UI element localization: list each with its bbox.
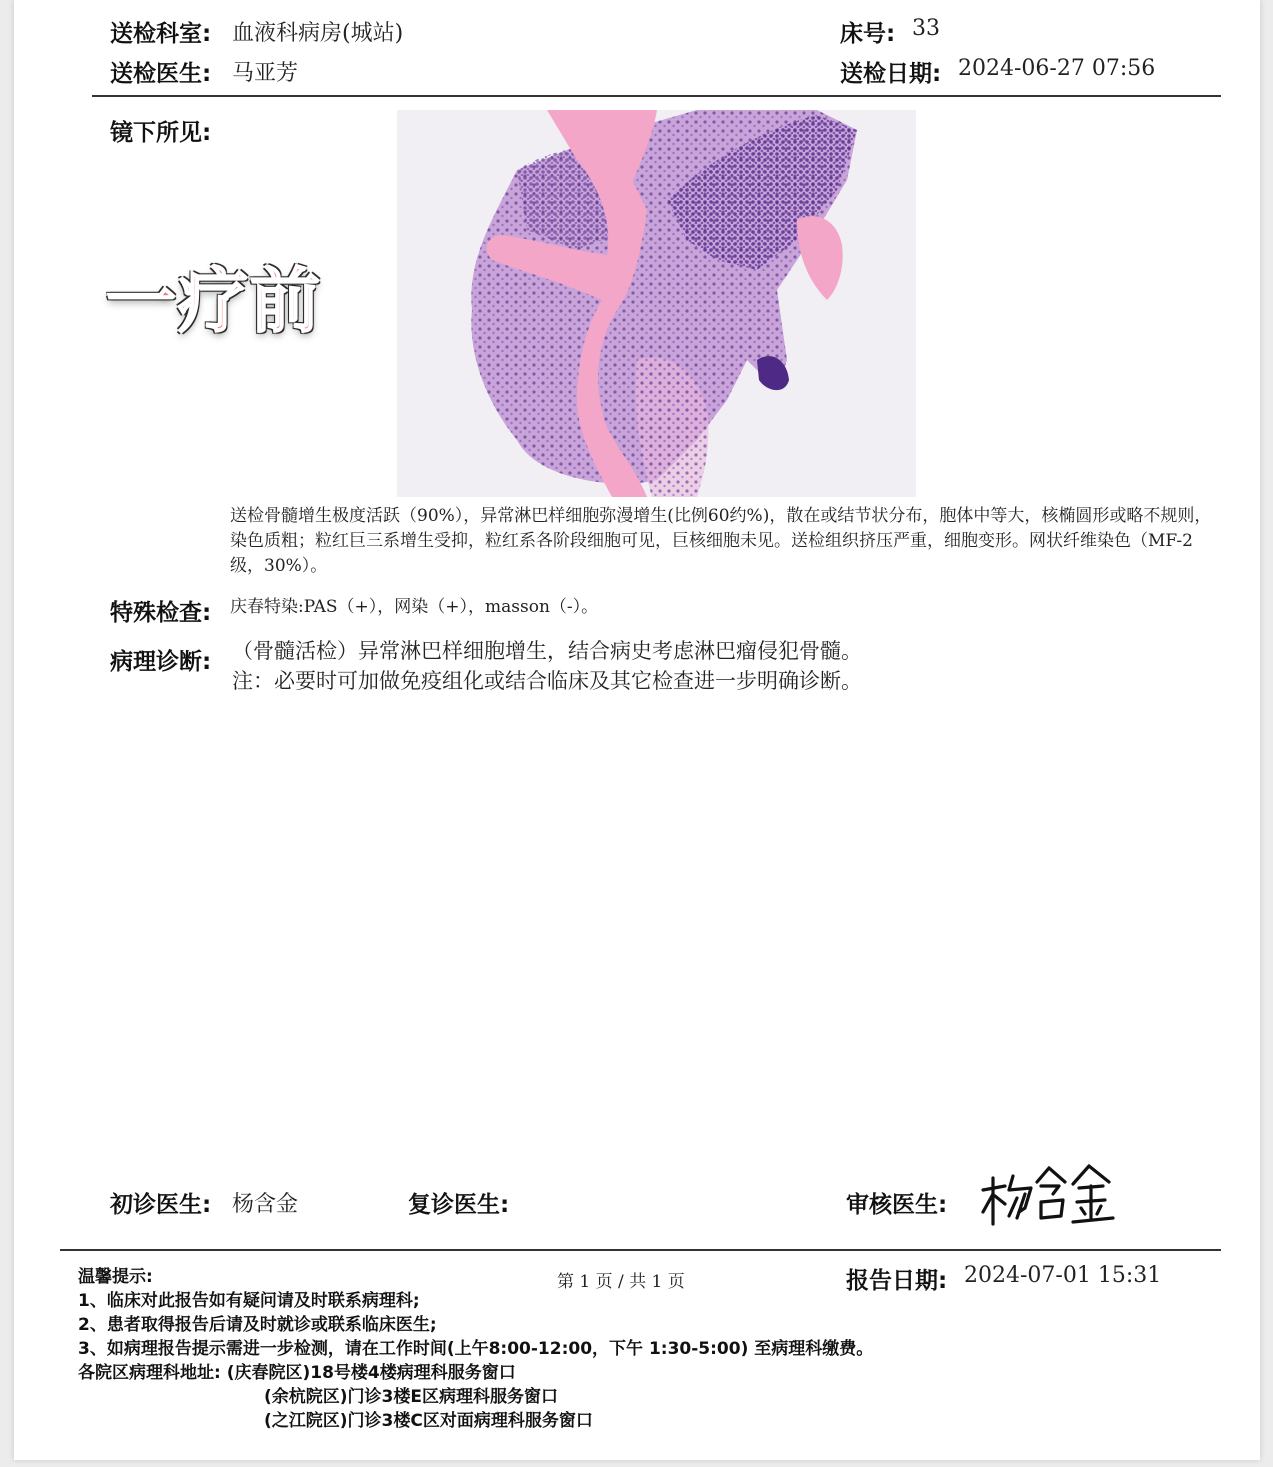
tip-1: 1、临床对此报告如有疑问请及时联系病理科; (78, 1291, 420, 1311)
diagnosis-note: 注：必要时可加做免疫组化或结合临床及其它检查进一步明确诊断。 (232, 669, 862, 693)
address-yuhang: (余杭院区)门诊3楼E区病理科服务窗口 (264, 1387, 558, 1407)
date-label: 送检日期: (840, 61, 942, 87)
doctor-value: 马亚芳 (232, 61, 299, 86)
microscopy-image (397, 110, 916, 497)
audit-signature (979, 1160, 1119, 1230)
tips-title: 温馨提示: (78, 1267, 153, 1287)
initial-doctor-label: 初诊医生: (110, 1192, 212, 1218)
microscopy-label: 镜下所见: (110, 120, 212, 146)
diagnosis-label: 病理诊断: (110, 649, 212, 675)
address-zhijiang: (之江院区)门诊3楼C区对面病理科服务窗口 (264, 1411, 593, 1431)
sticker-label: 一疗前 (106, 260, 322, 342)
address-title: 各院区病理科地址: (庆春院区)18号楼4楼病理科服务窗口 (78, 1363, 516, 1383)
footer-divider (60, 1249, 1221, 1251)
special-label: 特殊检查: (110, 600, 212, 626)
review-doctor-label: 复诊医生: (408, 1192, 510, 1218)
date-value: 2024-06-27 07:56 (958, 56, 1156, 81)
report-page (14, 0, 1260, 1460)
report-date-label: 报告日期: (846, 1268, 948, 1294)
doctor-label: 送检医生: (110, 61, 212, 87)
bed-label: 床号: (840, 21, 896, 47)
tip-3: 3、如病理报告提示需进一步检测，请在工作时间(上午8:00-12:00，下午 1:30-5:00) 至病理科缴费。 (78, 1339, 874, 1359)
page-indicator: 第 1 页 / 共 1 页 (557, 1272, 685, 1292)
initial-doctor-value: 杨含金 (232, 1192, 299, 1217)
report-date-value: 2024-07-01 15:31 (964, 1263, 1162, 1288)
diagnosis-line-1: （骨髓活检）异常淋巴样细胞增生，结合病史考虑淋巴瘤侵犯骨髓。 (232, 639, 862, 663)
header-divider (92, 95, 1221, 97)
bed-value: 33 (912, 16, 940, 41)
dept-value: 血液科病房(城站) (232, 21, 404, 46)
tip-2: 2、患者取得报告后请及时就诊或联系临床医生; (78, 1315, 437, 1335)
microscopy-description: 送检骨髓增生极度活跃（90%），异常淋巴样细胞弥漫增生(比例60约%)，散在或结节状分布，胞体中等大，核椭圆形或略不规则，染色质粗；粒红巨三系增生受抑，粒红系各阶段细胞可见，巨核细胞未见。送检组织挤压严重，细胞变形。网状纤维染色（MF-2级，30%）。 (230, 506, 1212, 576)
dept-label: 送检科室: (110, 21, 212, 47)
special-value: 庆春特染:PAS（+），网染（+），masson（-）。 (230, 597, 599, 617)
audit-doctor-label: 审核医生: (846, 1192, 948, 1218)
